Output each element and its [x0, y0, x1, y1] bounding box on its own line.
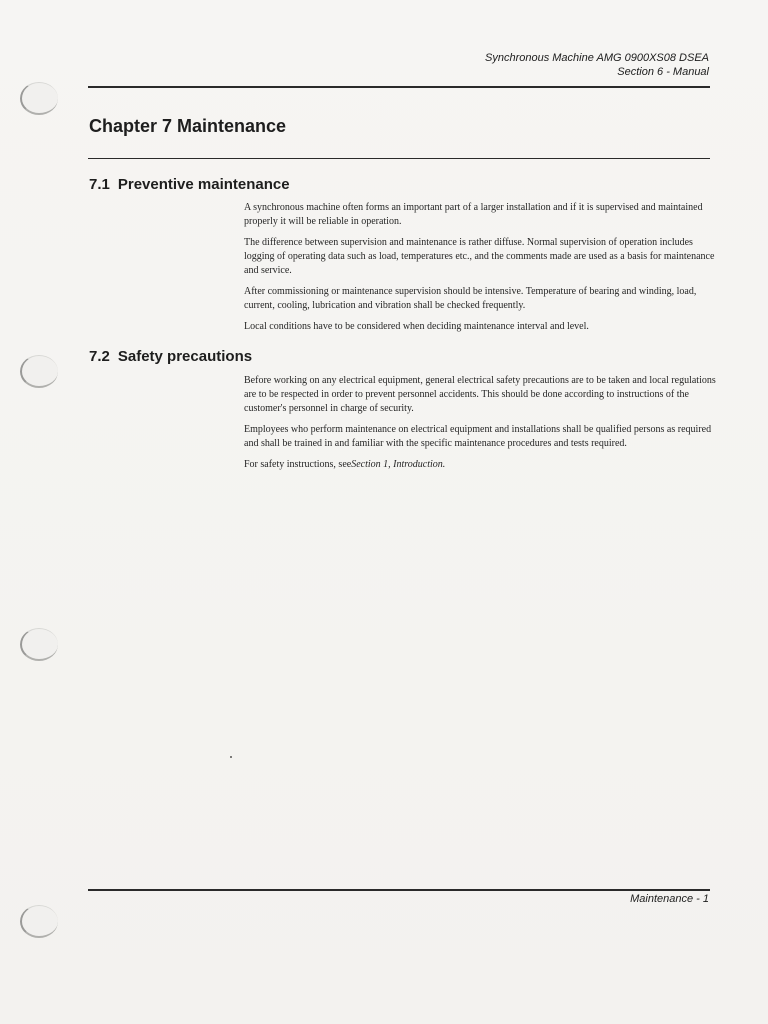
section-title: Safety precautions: [117, 348, 253, 365]
footer-divider: [88, 889, 710, 891]
cross-reference-link[interactable]: Section 1, Introduction.: [351, 459, 446, 470]
page-footer: Maintenance - 1: [630, 893, 709, 905]
binder-hole: [20, 82, 58, 115]
section-title: Preventive maintenance: [117, 176, 290, 193]
paragraph: After commissioning or maintenance supervision should be intensive. Temperature of bearing and winding, load, current, cooling, lubrication and vibration shall be checked frequently.: [244, 286, 697, 311]
header-section-label: Section 6 - Manual: [617, 66, 709, 78]
running-header: [485, 51, 709, 79]
chapter-title: Chapter 7 Maintenance: [89, 116, 287, 136]
paragraph: A synchronous machine often forms an important part of a larger installation and if it is supervised and maintained properly it will be reliable in operation.: [244, 202, 703, 227]
section-body: [244, 201, 716, 341]
header-divider: [88, 86, 710, 88]
section-heading: [89, 348, 252, 365]
section-body: [244, 374, 716, 479]
paragraph: Local conditions have to be considered when deciding maintenance interval and level.: [244, 321, 589, 332]
reference-prefix: For safety instructions, see: [244, 459, 352, 470]
scan-speck: [230, 756, 232, 758]
section-number: 7.2: [89, 348, 110, 365]
safety-reference-paragraph: [244, 458, 716, 472]
chapter-divider: [88, 158, 710, 159]
header-document-title: Synchronous Machine AMG 0900XS08 DSEA: [485, 52, 709, 64]
binder-hole: [20, 355, 58, 388]
paragraph: Employees who perform maintenance on electrical equipment and installations shall be qualified persons as required and shall be trained in and familiar with the specific maintenance procedures and tests required.: [244, 424, 712, 449]
binder-hole: [20, 905, 58, 938]
section-number: 7.1: [89, 176, 110, 193]
paragraph: Before working on any electrical equipment, general electrical safety precautions are to be taken and local regulations are to be respected in order to prevent personnel accidents. This should be done according to instructions of the customer's personnel in charge of security.: [244, 375, 716, 414]
binder-hole: [20, 628, 58, 661]
section-heading: [89, 176, 290, 193]
paragraph: The difference between supervision and maintenance is rather diffuse. Normal supervision of operation includes logging of operating data such as load, temperatures etc., and the comments made are used as a basis for maintenance and service.: [244, 237, 715, 276]
